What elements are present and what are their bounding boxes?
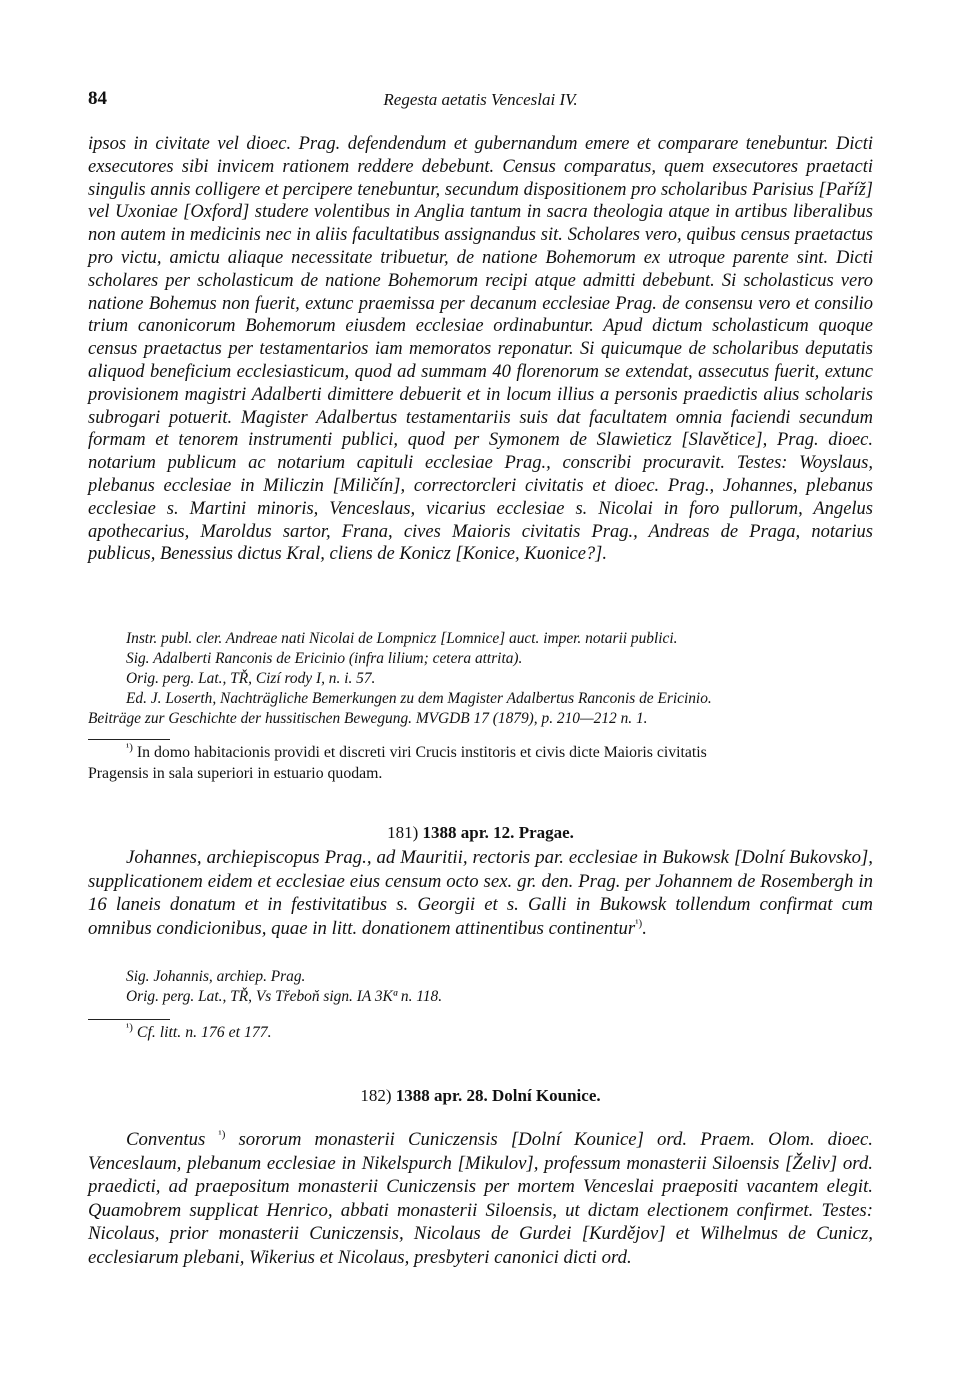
page-number: 84: [88, 88, 107, 109]
entry-text-start: Conventus: [126, 1129, 206, 1150]
source-line: Sig. Adalberti Ranconis de Ericinio (infra lilium; cetera attrita).: [126, 650, 523, 667]
footnote-ref: ¹): [635, 917, 643, 930]
entry-heading-181: [88, 823, 873, 843]
entry-place: Pragae.: [518, 823, 574, 842]
footnote-line: [88, 1022, 873, 1043]
entry-place: Dolní Kounice.: [492, 1086, 601, 1105]
source-line: Beiträge zur Geschichte der hussitischen Bewegung. MVGDB 17 (1879), p. 210—212 n. 1.: [88, 710, 648, 727]
footnote-line: [88, 742, 873, 763]
footnote-line: Pragensis in sala superiori in estuario quodam.: [88, 765, 383, 782]
source-line: Sig. Johannis, archiep. Prag.: [126, 968, 306, 985]
source-notes-180: [88, 629, 873, 729]
entry-text-end: .: [642, 917, 647, 939]
entry-182-paragraph: [88, 1128, 873, 1269]
source-line: Instr. publ. cler. Andreae nati Nicolai de Lompnicz [Lomnice] auct. imper. notarii publici.: [126, 630, 678, 647]
entry-number: 182): [360, 1086, 392, 1105]
footnote-mark: ¹): [126, 1021, 133, 1034]
footnote-rule: [88, 1019, 170, 1020]
footnote-180: [88, 742, 873, 784]
running-title: Regesta aetatis Venceslai IV.: [383, 90, 578, 109]
source-notes-181: [88, 967, 873, 1007]
footnote-mark: ¹): [126, 741, 133, 754]
entry-181-paragraph: [88, 846, 873, 940]
entry-heading-182: [88, 1086, 873, 1106]
entry-text: Johannes, archiepiscopus Prag., ad Mauritii, rectoris par. ecclesiae in Bukowsk [Dolní Bukovsko], supplicationem eidem et ecclesiae eius censum octo sex. gr. den. Prag. per Johannem de Rosembergh in 16 laneis donatum et in festivitatibus s. Georgii et s. Galli in Bukowsk tollendum confirmat cum omnibus condicionibus, quae in litt. donationem attinentibus continentur: [88, 847, 873, 939]
entry-number: 181): [387, 823, 419, 842]
footnote-ref: ¹): [218, 1128, 226, 1141]
footnote-rule: [88, 739, 170, 740]
entry-date: 1388 apr. 28.: [395, 1086, 488, 1105]
footnote-text: In domo habitacionis providi et discreti viri Crucis institoris et civis dicte Maioris civitatis: [136, 744, 707, 761]
footnote-181: [88, 1022, 873, 1043]
entry-text: sororum monasterii Cuniczensis [Dolní Kounice] ord. Praem. Olom. dioec. Venceslaum, plebanum ecclesiae in Nikelspurch [Mikulov], professum monasterii Siloensis [Želiv] ord. praedicti, ad praepositum monasterii Cuniczensis per mortem Venceslai praepositi vacantem elegit. Quamobrem supplicat Henrico, abbati monasterii Siloensis, ut dictam electionem confirmet. Testes: Nicolaus, prior monasterii Cuniczensis, Nicolaus de Gurdei [Kurdějov] et Wilhelmus de Cunicz, ecclesiarum plebani, Wikerius et Nicolaus, presbyteri canonici dicti ord.: [88, 1129, 873, 1268]
entry-date: 1388 apr. 12.: [422, 823, 515, 842]
source-line: Orig. perg. Lat., TŘ, Cizí rody I, n. i. 57.: [126, 670, 376, 687]
source-line: Orig. perg. Lat., TŘ, Vs Třeboň sign. IA 3Kª n. 118.: [126, 988, 443, 1005]
footnote-text: Cf. litt. n. 176 et 177.: [136, 1024, 272, 1041]
source-line: Ed. J. Loserth, Nachträgliche Bemerkungen zu dem Magister Adalbertus Ranconis de Ericinio.: [126, 690, 712, 707]
page-header: [88, 88, 873, 114]
continuation-paragraph: ipsos in civitate vel dioec. Prag. defendendum et gubernandum emere et comparare tenebuntur. Dicti exsecutores sibi invicem rationem reddere debebunt. Census comparatus, quem exsecutores praetacti singulis annis colligere et percipere tenebuntur, secundum dispositionem pro scholaribus Parisius [Paříž] vel Uxoniae [Oxford] studere volentibus in Anglia tantum in sacra theologia atque in artibus liberalibus non autem in medicinis nec in aliis facultatibus assignandus sit. Scholares vero, quibus census praetactus pro victu, amictu aliaque necessitate tribuetur, de natione Bohemorum ex utroque parente sint. Dicti scholares per scholasticum de natione Bohemorum recipi atque admitti debebunt. Si scholasticus vero natione Bohemus non fuerit, extunc praemissa per decanum ecclesiae Prag. de consensu vero et consilio trium canonicorum Bohemorum eiusdem ecclesiae ordinabuntur. Apud dictum scholasticum quoque census praetactus per testamentarios iam memoratos reponatur. Si quicumque de scholaribus deputatis aliquod beneficium ecclesiasticum, quod ad summam 40 florenorum se extendat, assecutus fuerit, extunc provisionem magistri Adalberti dimittere debuerit et in locum illius a personis praedictis alius scholaris subrogari potuerit. Magister Adalbertus testamentariis suis dat facultatem omnia faciendi secundum formam et tenorem instrumenti publici, quod per Symonem de Slawieticz [Slavětice], Prag. dioec. notarium publicum ac notarium capituli ecclesiae Prag., conscribi procuravit. Testes: Woyslaus, plebanus ecclesiae in Miliczin [Miličín], correctorcleri civitatis et dioec. Prag., Johannes, plebanus ecclesiae s. Martini minoris, Venceslaus, vicarius ecclesiae s. Nicolai in foro pullorum, Angelus apothecarius, Maroldus sartor, Frana, cives Maioris civitatis Prag., Andreas de Praga, notarius publicus, Benessius dictus Kral, cliens de Konicz [Konice, Kuonice?].: [88, 134, 873, 565]
